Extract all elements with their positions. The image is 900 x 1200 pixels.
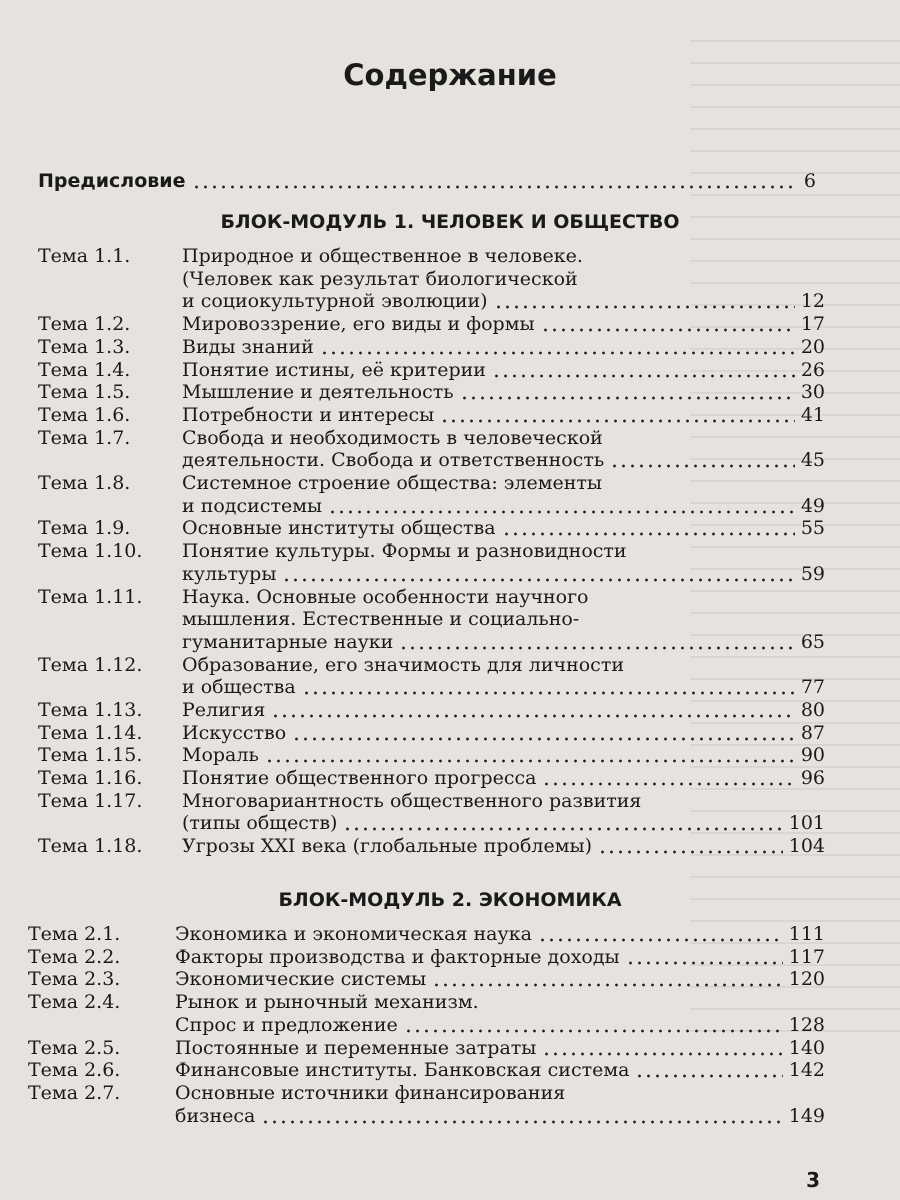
toc-entry-page: 149 [788,1104,825,1127]
toc-entry-title-line: Мировоззрение, его виды и формы [182,313,535,336]
toc-entry [0,313,900,336]
toc-entry-page: 77 [800,676,825,699]
toc-entry-label: Тема 1.10. [38,540,143,563]
toc-entry-label: Тема 1.13. [38,699,143,721]
toc-entry [0,336,900,359]
toc-entry-title-line: бизнеса [175,1104,256,1127]
toc-entry-label: Тема 1.11. [38,585,143,608]
leader-dots [440,419,795,423]
toc-entry [0,245,900,313]
toc-entry-page: 65 [800,630,825,653]
preface-label: Предисловие [38,170,186,192]
leader-dots [343,827,782,831]
toc-entry-page: 80 [800,699,825,721]
leader-dots [542,1052,782,1056]
toc-entry-page: 128 [788,1013,825,1036]
toc-entry-page: 45 [800,449,825,472]
toc-entry-title-line: Природное и общественное в человеке. [182,245,583,267]
leader-dots [271,714,794,718]
leader-dots [598,850,783,854]
toc-entry-title-line: (типы обществ) [182,812,338,835]
block2-title: БЛОК-МОДУЛЬ 2. ЭКОНОМИКА [278,889,622,911]
toc-entry-label: Тема 1.8. [38,472,131,494]
toc-entry-page: 20 [800,335,825,358]
leader-dots [610,464,795,468]
toc-entry [0,540,900,585]
toc-entry-title-line: Образование, его значимость для личности [182,653,625,676]
toc-entry [0,1037,900,1060]
toc-entry-label: Тема 1.14. [38,721,143,744]
toc-entry-label: Тема 1.18. [38,835,143,858]
toc-entry-title-line: (Человек как результат биологической [182,267,578,290]
page-number: 3 [806,1168,820,1192]
leader-dots [502,532,795,536]
toc-entry-title-line: Рынок и рыночный механизм. [175,991,479,1014]
toc-entry-page: 140 [788,1036,825,1059]
toc-entry-title-line: и социокультурной эволюции) [182,290,488,313]
toc-entry-title-line: Постоянные и переменные затраты [175,1036,537,1059]
toc-entry-label: Тема 1.3. [38,335,131,358]
toc-entry-label: Тема 1.5. [38,381,131,404]
toc-entry-title-line: Наука. Основные особенности научного [182,585,589,608]
leader-dots [626,961,783,965]
toc-entry-label: Тема 1.7. [38,426,131,449]
toc-entry-title-line: Мораль [182,744,259,767]
toc-entry-title-line: Угрозы XXI века (глобальные проблемы) [182,835,593,858]
toc-entry-label: Тема 2.4. [28,991,121,1014]
leader-dots [541,328,795,332]
toc-entry [0,1059,900,1082]
leader-dots [292,737,795,741]
toc-entry-label: Тема 1.12. [38,653,143,676]
toc-entry [0,767,900,790]
toc-entry-title-line: Понятие истины, её критерии [182,358,486,381]
toc-entry-title-line: гуманитарные науки [182,630,394,653]
toc-entry [0,427,900,472]
toc-entry-label: Тема 2.2. [28,945,121,968]
toc-entry-title-line: Религия [182,699,266,721]
toc-entry [0,654,900,699]
toc-entry-title-line: Многовариантность общественного развития [182,789,642,812]
toc-entry-label: Тема 1.4. [38,358,131,381]
toc-entry-page: 12 [800,290,825,313]
toc-entry [0,699,900,722]
toc-entry [0,744,900,767]
toc-entry-page: 49 [800,494,825,517]
leader-dots [542,782,794,786]
toc-entry [0,1082,900,1127]
toc-entry-label: Тема 1.6. [38,403,131,426]
toc-entry-title-line: деятельности. Свобода и ответственность [182,449,605,472]
preface-page: 6 [803,170,816,192]
leader-dots [399,646,794,650]
toc-entry [0,359,900,382]
toc-entry-title-line: Экономика и экономическая наука [175,923,532,945]
toc-entry-title-line: Основные источники финансирования [175,1081,566,1104]
leader-dots [492,374,795,378]
toc-entry-page: 96 [800,767,825,790]
leader-dots [192,185,798,189]
toc-entry-title-line: Основные институты общества [182,517,496,540]
toc-entry-title-line: Потребности и интересы [182,403,435,426]
toc-entry [0,586,900,654]
leader-dots [635,1074,782,1078]
toc-entry-page: 30 [800,381,825,404]
toc-entry-title-line: Мышление и деятельность [182,381,454,404]
toc-entry-page: 17 [800,313,825,336]
toc-entry-title-line: культуры [182,562,277,585]
leader-dots [282,578,794,582]
toc-entry-page: 41 [800,403,825,426]
toc-entry [0,946,900,969]
leader-dots [261,1120,782,1124]
toc-entry-page: 26 [800,358,825,381]
toc-entry-label: Тема 1.15. [38,744,143,767]
toc-entry-title-line: Системное строение общества: элементы [182,472,603,494]
toc-entry-page: 87 [800,721,825,744]
toc-entry-label: Тема 2.1. [28,923,121,945]
toc-entry-title-line: Спрос и предложение [175,1013,398,1036]
toc-entry-label: Тема 2.5. [28,1036,121,1059]
leader-dots [538,938,783,942]
toc-entry-label: Тема 1.16. [38,767,143,790]
toc-entry [0,991,900,1036]
leader-dots [328,510,795,514]
toc-entry-label: Тема 1.2. [38,313,131,336]
toc-entry-page: 90 [800,744,825,767]
toc-entry-label: Тема 1.17. [38,789,143,812]
toc-entry-title-line: Искусство [182,721,287,744]
leader-dots [302,691,795,695]
toc-entry-title-line: и общества [182,676,296,699]
toc-entry-page: 142 [788,1059,825,1082]
toc-entry [0,968,900,991]
toc-entry [0,722,900,745]
toc-entry-label: Тема 2.3. [28,968,121,991]
toc-entry-title-line: Экономические системы [175,968,427,991]
toc-entry-label: Тема 2.6. [28,1059,121,1082]
toc-entry-label: Тема 1.9. [38,517,131,540]
leader-dots [432,983,782,987]
toc-entry-page: 55 [800,517,825,540]
toc-entry [0,404,900,427]
toc-entry [0,472,900,517]
toc-entry-title-line: и подсистемы [182,494,323,517]
toc-entry [0,835,900,858]
leader-dots [320,351,795,355]
toc-entry-page: 104 [788,835,825,858]
leader-dots [265,759,795,763]
leader-dots [494,305,795,309]
toc-entry-title-line: Понятие культуры. Формы и разновидности [182,540,627,563]
toc-entry-page: 101 [788,812,825,835]
block1-title: БЛОК-МОДУЛЬ 1. ЧЕЛОВЕК И ОБЩЕСТВО [220,211,680,233]
leader-dots [404,1029,783,1033]
toc-entry-title-line: Понятие общественного прогресса [182,767,537,790]
toc-entry-title-line: Свобода и необходимость в человеческой [182,426,603,449]
toc-entry [0,517,900,540]
toc-entry-title-line: Финансовые институты. Банковская система [175,1059,630,1082]
toc-entry [0,790,900,835]
toc-entry-title-line: мышления. Естественные и социально- [182,608,580,631]
leader-dots [460,396,795,400]
toc-entry-page: 120 [788,968,825,991]
toc-entry-title-line: Факторы производства и факторные доходы [175,945,620,968]
toc-entry [0,381,900,404]
page-title: Содержание [343,58,557,92]
toc-entry [0,923,900,946]
toc-entry-title-line: Виды знаний [182,335,314,358]
toc-entry-label: Тема 1.1. [38,245,131,267]
toc-entry-page: 59 [800,562,825,585]
toc-entry-label: Тема 2.7. [28,1081,121,1104]
toc-entry-page: 117 [788,945,825,968]
toc-entry-page: 111 [788,923,825,945]
